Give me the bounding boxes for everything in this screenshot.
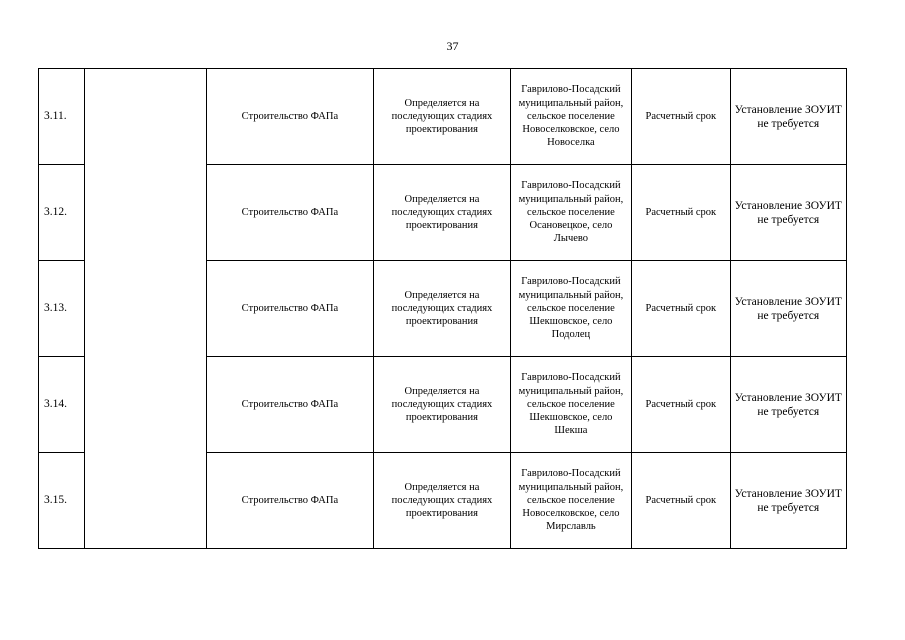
objects-table [38,68,847,549]
object-name: Строительство ФАПа [206,453,374,549]
characteristics: Определяется на последующих стадиях проектирования [374,453,511,549]
zouit-note: Установление ЗОУИТ не требуется [730,261,847,357]
page-number: 37 [446,39,459,53]
location: Гаврилово-Посадский муниципальный район, сельское поселение Осановецкое, село Лычево [510,165,631,261]
location: Гаврилово-Посадский муниципальный район, сельское поселение Шекшовское, село Подолец [510,261,631,357]
zouit-note: Установление ЗОУИТ не требуется [730,165,847,261]
row-number: 3.11. [39,69,85,165]
characteristics: Определяется на последующих стадиях проектирования [374,357,511,453]
table-row [39,69,847,165]
term: Расчетный срок [632,165,730,261]
characteristics: Определяется на последующих стадиях проектирования [374,261,511,357]
location: Гаврилово-Посадский муниципальный район, сельское поселение Новоселковское, село Мирславль [510,453,631,549]
merged-empty-cell [85,69,206,549]
term: Расчетный срок [632,453,730,549]
term: Расчетный срок [632,357,730,453]
location: Гаврилово-Посадский муниципальный район, сельское поселение Шекшовское, село Шекшa [510,357,631,453]
term: Расчетный срок [632,69,730,165]
row-number: 3.14. [39,357,85,453]
row-number: 3.12. [39,165,85,261]
object-name: Строительство ФАПа [206,357,374,453]
row-number: 3.13. [39,261,85,357]
object-name: Строительство ФАПа [206,165,374,261]
characteristics: Определяется на последующих стадиях проектирования [374,165,511,261]
row-number: 3.15. [39,453,85,549]
zouit-note: Установление ЗОУИТ не требуется [730,453,847,549]
object-name: Строительство ФАПа [206,261,374,357]
zouit-note: Установление ЗОУИТ не требуется [730,357,847,453]
characteristics: Определяется на последующих стадиях проектирования [374,69,511,165]
zouit-note: Установление ЗОУИТ не требуется [730,69,847,165]
location: Гаврилово-Посадский муниципальный район, сельское поселение Новоселковское, село Новоселка [510,69,631,165]
object-name: Строительство ФАПа [206,69,374,165]
term: Расчетный срок [632,261,730,357]
